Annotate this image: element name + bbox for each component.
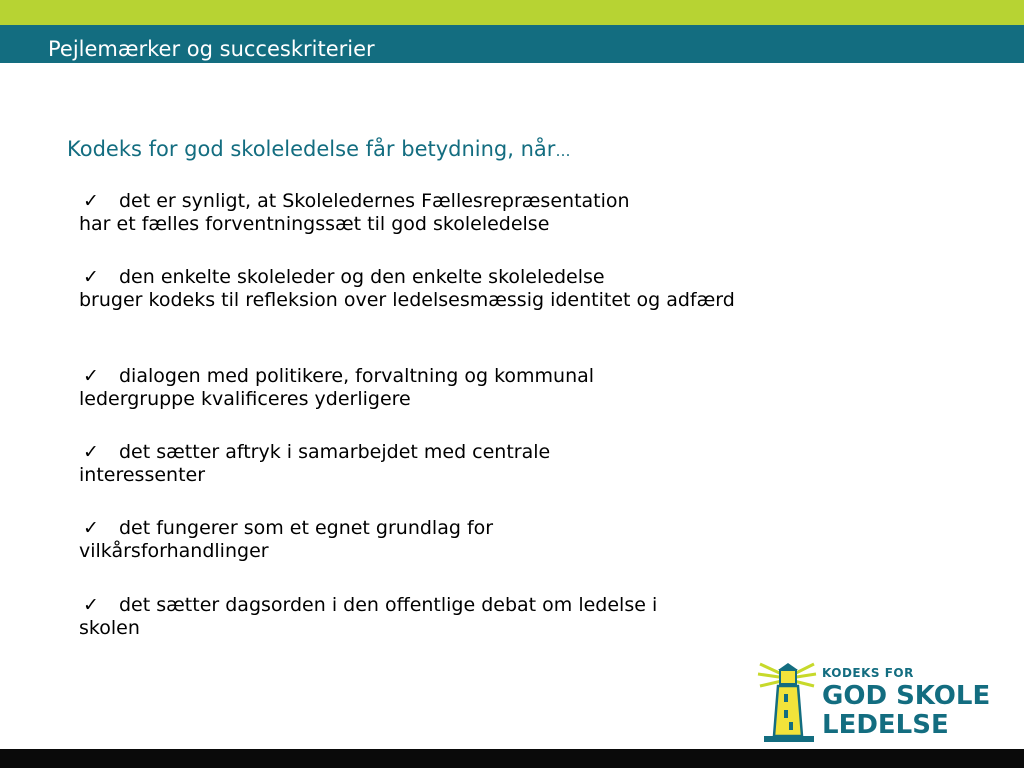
item-rest: skolen xyxy=(79,617,140,639)
list-item xyxy=(79,365,799,411)
lighthouse-icon xyxy=(756,660,818,744)
top-accent-bar xyxy=(0,0,1024,25)
item-first-line: det sætter dagsorden i den offentlige debat om ledelse i xyxy=(119,594,658,616)
item-rest: bruger kodeks til refleksion over ledelsesmæssig identitet og adfærd xyxy=(79,289,735,311)
slide-title: Pejlemærker og succeskriterier xyxy=(48,37,375,61)
title-bar xyxy=(0,25,1024,63)
check-icon: ✓ xyxy=(83,594,99,616)
intro-ellipsis: … xyxy=(555,142,571,160)
item-first-line: dialogen med politikere, forvaltning og kommunal xyxy=(119,365,595,387)
kodeks-logo xyxy=(756,660,1006,744)
bottom-bar xyxy=(0,749,1024,768)
check-icon: ✓ xyxy=(83,517,99,539)
check-icon: ✓ xyxy=(83,190,99,212)
list-item xyxy=(79,266,799,312)
intro-heading xyxy=(67,136,570,164)
item-first-line: det fungerer som et egnet grundlag for xyxy=(119,517,494,539)
check-icon: ✓ xyxy=(83,365,99,387)
item-first-line: det er synligt, at Skoleledernes Fællesrepræsentation xyxy=(119,190,630,212)
list-item xyxy=(79,517,799,563)
logo-kodeks-text: KODEKS FOR xyxy=(822,666,914,680)
item-rest: har et fælles forventningssæt til god skoleledelse xyxy=(79,213,550,235)
logo-god-skole-text: GOD SKOLE xyxy=(822,681,991,711)
item-rest: interessenter xyxy=(79,464,206,486)
item-rest: vilkårsforhandlinger xyxy=(79,540,269,562)
item-first-line: den enkelte skoleleder og den enkelte skoleledelse xyxy=(119,266,605,288)
intro-text: Kodeks for god skoleledelse får betydning, når xyxy=(67,137,556,161)
list-item xyxy=(79,441,799,487)
logo-ledelse-text: LEDELSE xyxy=(822,710,949,740)
check-icon: ✓ xyxy=(83,441,99,463)
item-rest: ledergruppe kvalificeres yderligere xyxy=(79,388,411,410)
item-first-line: det sætter aftryk i samarbejdet med centrale xyxy=(119,441,551,463)
list-item xyxy=(79,594,799,640)
list-item xyxy=(79,190,799,236)
check-icon: ✓ xyxy=(83,266,99,288)
